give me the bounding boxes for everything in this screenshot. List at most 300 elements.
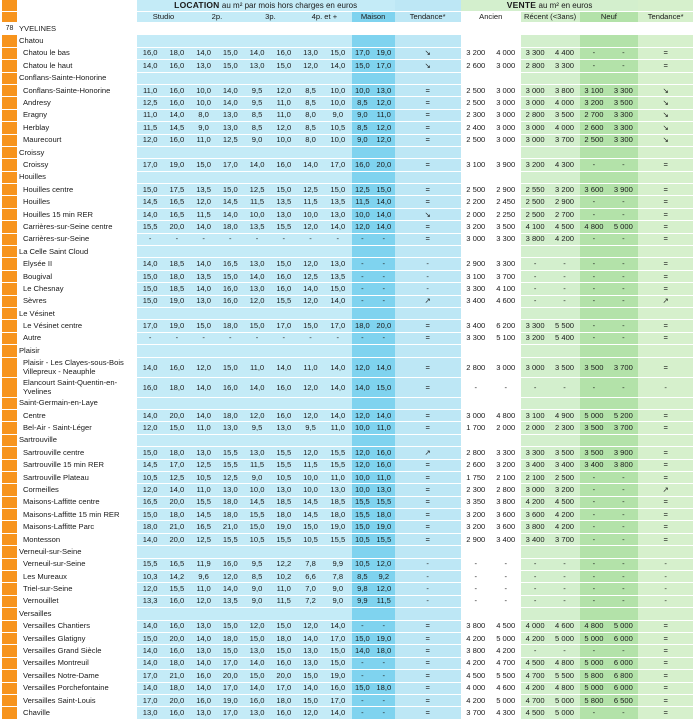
value-cell: 10,0 — [352, 471, 373, 483]
value-cell: 13,0 — [190, 707, 217, 719]
value-cell: - — [608, 233, 638, 245]
value-cell: 17,0 — [137, 694, 164, 706]
value-cell: - — [461, 583, 491, 595]
value-cell: 3 300 — [491, 258, 521, 270]
value-cell: 15,5 — [270, 221, 297, 233]
section-fill — [580, 146, 609, 158]
value-cell: 9,0 — [244, 134, 271, 146]
value-cell: 14,0 — [137, 60, 164, 72]
section-fill — [270, 307, 297, 319]
value-cell: 6 000 — [608, 632, 638, 644]
section-fill — [638, 72, 693, 84]
dept-strip — [2, 270, 17, 282]
value-cell: 3 200 — [580, 97, 609, 109]
value-cell: - — [608, 521, 638, 533]
value-cell: 5 000 — [491, 632, 521, 644]
value-cell: - — [352, 694, 373, 706]
section-fill — [163, 35, 190, 47]
value-cell: 18,0 — [163, 47, 190, 59]
value-cell: 4 100 — [521, 221, 550, 233]
trend-cell: = — [395, 84, 461, 96]
value-cell: 13,0 — [297, 47, 324, 59]
dept-strip — [2, 409, 17, 421]
value-cell: 15,0 — [270, 620, 297, 632]
section-fill — [395, 35, 461, 47]
value-cell: 10,0 — [324, 84, 352, 96]
value-cell: 3 800 — [461, 645, 491, 657]
value-cell: 1 750 — [461, 471, 491, 483]
locality-name: Maisons-Laffitte centre — [17, 496, 137, 508]
value-cell: 11,0 — [190, 422, 217, 434]
section-fill — [608, 434, 638, 446]
table-row — [2, 595, 693, 607]
table-row — [2, 694, 693, 706]
trend-cell: - — [395, 595, 461, 607]
value-cell: 2 000 — [461, 208, 491, 220]
section-fill — [270, 397, 297, 409]
value-cell: - — [580, 196, 609, 208]
value-cell: 6,6 — [297, 571, 324, 583]
section-fill — [580, 72, 609, 84]
table-row — [2, 60, 693, 72]
section-fill — [461, 397, 491, 409]
dept-strip — [2, 295, 17, 307]
dept-strip — [2, 320, 17, 332]
value-cell: 16,0 — [163, 134, 190, 146]
value-cell: 19,0 — [373, 521, 394, 533]
section-fill — [324, 608, 352, 620]
value-cell: 13,0 — [244, 645, 271, 657]
dept-strip — [2, 422, 17, 434]
section-fill — [297, 246, 324, 258]
trend-cell: = — [395, 496, 461, 508]
trend-cell: = — [638, 422, 693, 434]
trend-cell: - — [395, 571, 461, 583]
table-row — [2, 583, 693, 595]
section-fill — [461, 608, 491, 620]
value-cell: 11,0 — [244, 357, 271, 377]
table-row — [2, 620, 693, 632]
value-cell: 5 500 — [491, 670, 521, 682]
value-cell: 13,0 — [217, 422, 244, 434]
dept-strip — [2, 694, 17, 706]
value-cell: 3 000 — [491, 134, 521, 146]
value-cell: 11,9 — [190, 558, 217, 570]
value-cell: 4 200 — [550, 233, 580, 245]
value-cell: 14,0 — [217, 84, 244, 96]
dept-fill-neuf — [580, 23, 639, 35]
value-cell: 20,0 — [163, 496, 190, 508]
col-tendance-location: Tendance* — [395, 12, 461, 23]
value-cell: 16,0 — [352, 159, 373, 171]
section-fill — [638, 608, 693, 620]
section-fill — [352, 345, 373, 357]
dept-strip — [2, 645, 17, 657]
trend-cell: = — [395, 184, 461, 196]
locality-name: Les Mureaux — [17, 571, 137, 583]
value-cell: 18,0 — [163, 657, 190, 669]
trend-cell: = — [638, 682, 693, 694]
value-cell: - — [324, 233, 352, 245]
section-fill — [217, 171, 244, 183]
value-cell: 20,0 — [163, 409, 190, 421]
value-cell: 8,5 — [244, 571, 271, 583]
value-cell: - — [608, 258, 638, 270]
value-cell: 4 700 — [491, 657, 521, 669]
value-cell: 3 400 — [461, 295, 491, 307]
section-row — [2, 35, 693, 47]
trend-cell: = — [395, 533, 461, 545]
value-cell: - — [580, 583, 609, 595]
value-cell: - — [580, 509, 609, 521]
value-cell: - — [608, 533, 638, 545]
section-fill — [190, 434, 217, 446]
value-cell: 17,0 — [137, 320, 164, 332]
table-row — [2, 377, 693, 397]
dept-strip — [2, 134, 17, 146]
value-cell: 10,0 — [244, 484, 271, 496]
value-cell: 20,0 — [373, 159, 394, 171]
value-cell: 13,5 — [324, 196, 352, 208]
value-cell: 10,5 — [270, 471, 297, 483]
value-cell: 11,0 — [190, 583, 217, 595]
value-cell: 5 000 — [608, 221, 638, 233]
value-cell: - — [608, 47, 638, 59]
section-fill — [137, 434, 164, 446]
value-cell: - — [608, 208, 638, 220]
trend-cell: = — [395, 159, 461, 171]
section-fill — [580, 171, 609, 183]
locality-name: Autre — [17, 332, 137, 344]
section-fill — [163, 72, 190, 84]
dept-strip — [2, 608, 17, 620]
section-fill — [461, 246, 491, 258]
section-fill — [137, 171, 164, 183]
section-fill — [244, 35, 271, 47]
value-cell: 17,0 — [217, 682, 244, 694]
section-fill — [550, 35, 580, 47]
value-cell: 2 600 — [461, 60, 491, 72]
value-cell: - — [608, 645, 638, 657]
value-cell: - — [580, 377, 609, 397]
value-cell: 13,0 — [297, 657, 324, 669]
value-cell: 14,0 — [244, 270, 271, 282]
section-fill — [608, 546, 638, 558]
section-fill — [352, 608, 373, 620]
table-row — [2, 632, 693, 644]
value-cell: 14,2 — [163, 571, 190, 583]
value-cell: 2 500 — [580, 134, 609, 146]
value-cell: 4 600 — [550, 620, 580, 632]
trend-cell: = — [638, 509, 693, 521]
trend-cell: = — [638, 471, 693, 483]
section-row — [2, 608, 693, 620]
value-cell: 3 200 — [461, 521, 491, 533]
value-cell: - — [521, 595, 550, 607]
locality-name: Maisons-Laffitte Parc — [17, 521, 137, 533]
value-cell: 2 800 — [521, 109, 550, 121]
trend-cell: = — [638, 447, 693, 459]
trend-cell: - — [638, 558, 693, 570]
value-cell: 5 000 — [550, 707, 580, 719]
section-fill — [521, 171, 550, 183]
value-cell: - — [580, 47, 609, 59]
value-cell: - — [521, 558, 550, 570]
section-fill — [352, 146, 373, 158]
section-fill — [491, 171, 521, 183]
value-cell: 2 600 — [580, 122, 609, 134]
value-cell: - — [608, 509, 638, 521]
section-fill — [324, 246, 352, 258]
value-cell: 3 700 — [491, 270, 521, 282]
value-cell: 5 500 — [550, 670, 580, 682]
trend-cell: ↘ — [638, 97, 693, 109]
value-cell: 5 000 — [491, 694, 521, 706]
value-cell: 9,0 — [352, 134, 373, 146]
value-cell: 12,0 — [297, 409, 324, 421]
value-cell: 14,5 — [137, 196, 164, 208]
value-cell: 10,5 — [297, 533, 324, 545]
section-fill — [638, 171, 693, 183]
value-cell: 3 000 — [461, 409, 491, 421]
value-cell: 5 000 — [580, 409, 609, 421]
value-cell: 12,5 — [190, 459, 217, 471]
dept-strip — [2, 571, 17, 583]
section-fill — [638, 35, 693, 47]
value-cell: 11,0 — [190, 484, 217, 496]
section-fill — [163, 546, 190, 558]
section-fill — [373, 171, 394, 183]
value-cell: 2 800 — [461, 357, 491, 377]
value-cell: 14,0 — [163, 109, 190, 121]
value-cell: 4 500 — [491, 620, 521, 632]
dept-strip — [2, 196, 17, 208]
trend-cell: ↗ — [638, 484, 693, 496]
value-cell: 3 300 — [491, 233, 521, 245]
section-fill — [324, 397, 352, 409]
value-cell: 15,0 — [352, 521, 373, 533]
value-cell: 15,5 — [244, 509, 271, 521]
value-cell: 3 800 — [550, 84, 580, 96]
value-cell: 21,0 — [217, 521, 244, 533]
table-row — [2, 496, 693, 508]
value-cell: 3 400 — [521, 459, 550, 471]
value-cell: 16,5 — [163, 196, 190, 208]
section-fill — [461, 146, 491, 158]
table-row — [2, 295, 693, 307]
trend-cell: ↗ — [638, 295, 693, 307]
value-cell: 16,0 — [270, 707, 297, 719]
section-fill — [491, 608, 521, 620]
value-cell: 16,0 — [163, 357, 190, 377]
value-cell: 12,0 — [137, 134, 164, 146]
value-cell: 13,0 — [324, 208, 352, 220]
section-fill — [550, 397, 580, 409]
value-cell: 15,0 — [217, 184, 244, 196]
value-cell: 4 200 — [550, 509, 580, 521]
trend-cell: = — [638, 409, 693, 421]
section-fill — [244, 146, 271, 158]
value-cell: 2 200 — [461, 196, 491, 208]
section-row — [2, 546, 693, 558]
table-row — [2, 484, 693, 496]
value-cell: 14,0 — [324, 620, 352, 632]
value-cell: 14,0 — [137, 657, 164, 669]
dept-strip — [2, 109, 17, 121]
dept-strip — [2, 12, 17, 23]
locality-name: Centre — [17, 409, 137, 421]
value-cell: - — [580, 645, 609, 657]
value-cell: 4 300 — [550, 159, 580, 171]
value-cell: - — [163, 233, 190, 245]
value-cell: 9,5 — [244, 97, 271, 109]
locality-name: Versailles Grand Siècle — [17, 645, 137, 657]
value-cell: 3 000 — [521, 122, 550, 134]
value-cell: - — [270, 233, 297, 245]
dept-strip — [2, 159, 17, 171]
section-row — [2, 72, 693, 84]
value-cell: 4 200 — [521, 632, 550, 644]
section-fill — [270, 146, 297, 158]
value-cell: 5 000 — [608, 620, 638, 632]
trend-cell: ↗ — [395, 295, 461, 307]
value-cell: 15,0 — [217, 357, 244, 377]
value-cell: 15,0 — [297, 320, 324, 332]
value-cell: 8,0 — [297, 109, 324, 121]
value-cell: 2 500 — [461, 97, 491, 109]
section-fill — [580, 35, 609, 47]
section-fill — [137, 345, 164, 357]
trend-cell: = — [395, 320, 461, 332]
section-fill — [217, 434, 244, 446]
value-cell: 13,5 — [190, 270, 217, 282]
dept-fill-loc — [137, 23, 352, 35]
value-cell: 4 500 — [461, 670, 491, 682]
col-studio: Studio — [137, 12, 190, 23]
table-row — [2, 670, 693, 682]
value-cell: 16,0 — [137, 377, 164, 397]
value-cell: - — [550, 583, 580, 595]
dept-strip — [2, 0, 17, 12]
section-fill — [163, 397, 190, 409]
value-cell: 6 000 — [608, 657, 638, 669]
section-fill — [373, 546, 394, 558]
value-cell: 9,5 — [244, 422, 271, 434]
value-cell: 4 000 — [461, 682, 491, 694]
col-ancien: Ancien — [461, 12, 521, 23]
trend-cell: = — [395, 707, 461, 719]
section-fill — [550, 307, 580, 319]
value-cell: 16,0 — [270, 270, 297, 282]
value-cell: 8,5 — [244, 109, 271, 121]
section-row — [2, 397, 693, 409]
value-cell: 15,0 — [373, 377, 394, 397]
value-cell: - — [580, 208, 609, 220]
value-cell: 9,0 — [244, 471, 271, 483]
dept-strip — [2, 546, 17, 558]
locality-name: Versailles Porchefontaine — [17, 682, 137, 694]
locality-name: Plaisir - Les Clayes-sous-Bois Villepreux - Neauphle — [17, 357, 137, 377]
dept-strip — [2, 707, 17, 719]
value-cell: 3 900 — [608, 184, 638, 196]
value-cell: 19,0 — [217, 694, 244, 706]
value-cell: 3 300 — [521, 47, 550, 59]
value-cell: 15,0 — [217, 47, 244, 59]
value-cell: 13,0 — [190, 295, 217, 307]
section-fill — [324, 35, 352, 47]
value-cell: 13,0 — [244, 283, 271, 295]
section-fill — [163, 345, 190, 357]
value-cell: 18,0 — [270, 694, 297, 706]
section-fill — [373, 434, 394, 446]
dept-strip — [2, 670, 17, 682]
value-cell: 3 000 — [491, 60, 521, 72]
trend-cell: = — [395, 521, 461, 533]
section-fill — [217, 345, 244, 357]
trend-cell: - — [395, 270, 461, 282]
value-cell: 18,0 — [270, 632, 297, 644]
value-cell: 15,0 — [352, 682, 373, 694]
section-name: Chatou — [17, 35, 137, 47]
value-cell: 13,0 — [190, 620, 217, 632]
value-cell: 3 300 — [608, 109, 638, 121]
section-fill — [521, 72, 550, 84]
value-cell: 3 700 — [550, 533, 580, 545]
locality-name: Carrières-sur-Seine centre — [17, 221, 137, 233]
locality-name: Cormeilles — [17, 484, 137, 496]
dept-strip — [2, 233, 17, 245]
locality-name: Sartrouville 15 min RER — [17, 459, 137, 471]
section-fill — [491, 35, 521, 47]
dept-strip — [2, 682, 17, 694]
locality-name: Andresy — [17, 97, 137, 109]
value-cell: 18,0 — [163, 447, 190, 459]
section-fill — [190, 72, 217, 84]
value-cell: - — [373, 270, 394, 282]
value-cell: 2 300 — [461, 109, 491, 121]
value-cell: - — [608, 707, 638, 719]
value-cell: - — [244, 332, 271, 344]
trend-cell: = — [395, 632, 461, 644]
trend-cell: = — [638, 657, 693, 669]
dept-strip — [2, 332, 17, 344]
value-cell: 11,0 — [373, 471, 394, 483]
location-title: LOCATION — [174, 0, 220, 10]
section-fill — [217, 397, 244, 409]
value-cell: 15,0 — [244, 632, 271, 644]
value-cell: - — [352, 270, 373, 282]
value-cell: 2 900 — [461, 533, 491, 545]
value-cell: 4 700 — [521, 694, 550, 706]
section-fill — [580, 546, 609, 558]
value-cell: 14,0 — [324, 60, 352, 72]
section-fill — [373, 608, 394, 620]
dept-fill-ancien — [461, 23, 521, 35]
value-cell: - — [352, 233, 373, 245]
value-cell: 14,0 — [324, 707, 352, 719]
value-cell: 10,5 — [244, 533, 271, 545]
trend-cell: = — [395, 484, 461, 496]
value-cell: 10,0 — [352, 484, 373, 496]
value-cell: 13,5 — [190, 184, 217, 196]
section-fill — [491, 307, 521, 319]
value-cell: - — [373, 332, 394, 344]
value-cell: 14,0 — [190, 657, 217, 669]
section-fill — [550, 434, 580, 446]
value-cell: 3 900 — [491, 159, 521, 171]
value-cell: 16,5 — [163, 208, 190, 220]
value-cell: 16,0 — [373, 459, 394, 471]
